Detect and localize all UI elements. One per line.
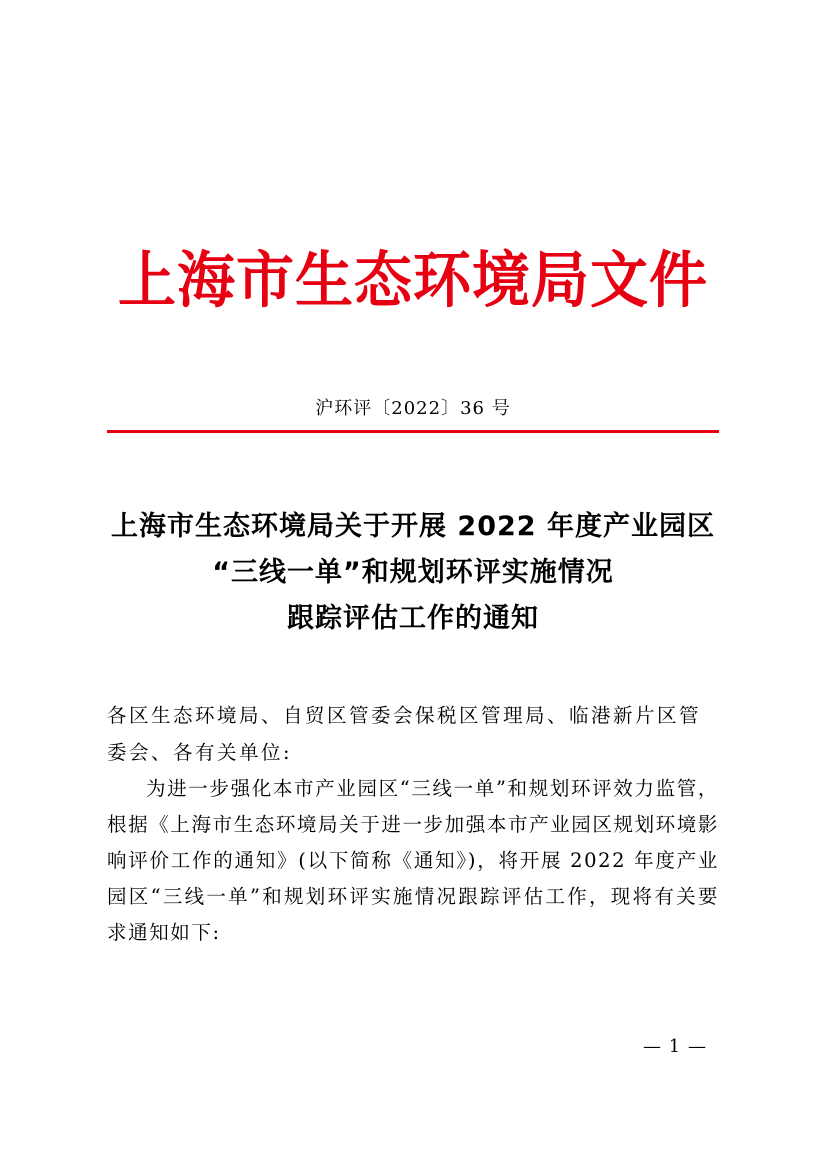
salutation: 各区生态环境局、自贸区管委会保税区管理局、临港新片区管委会、各有关单位: [107, 704, 702, 764]
document-number: 沪环评〔2022〕36 号 [315, 398, 511, 419]
body-paragraph: 为进一步强化本市产业园区“三线一单”和规划环评效力监管，根据《上海市生态环境局关于进一步加强本市产业园区规划环境影响评价工作的通知》(以下简称《通知》)，将开展 2022 年度产业园区“三线一单”和规划环评实施情况跟踪评估工作，现将有关要求通知如下: [107, 777, 719, 944]
notice-title [0, 504, 826, 642]
title-line-1: 上海市生态环境局关于开展 2022 年度产业园区 [111, 511, 715, 542]
title-line-3: 跟踪评估工作的通知 [287, 603, 539, 634]
red-divider-line [107, 430, 719, 433]
page-number: — 1 — [643, 1036, 707, 1057]
masthead-title: 上海市生态环境局文件 [117, 244, 708, 316]
title-line-2: “三线一单”和规划环评实施情况 [212, 557, 614, 588]
